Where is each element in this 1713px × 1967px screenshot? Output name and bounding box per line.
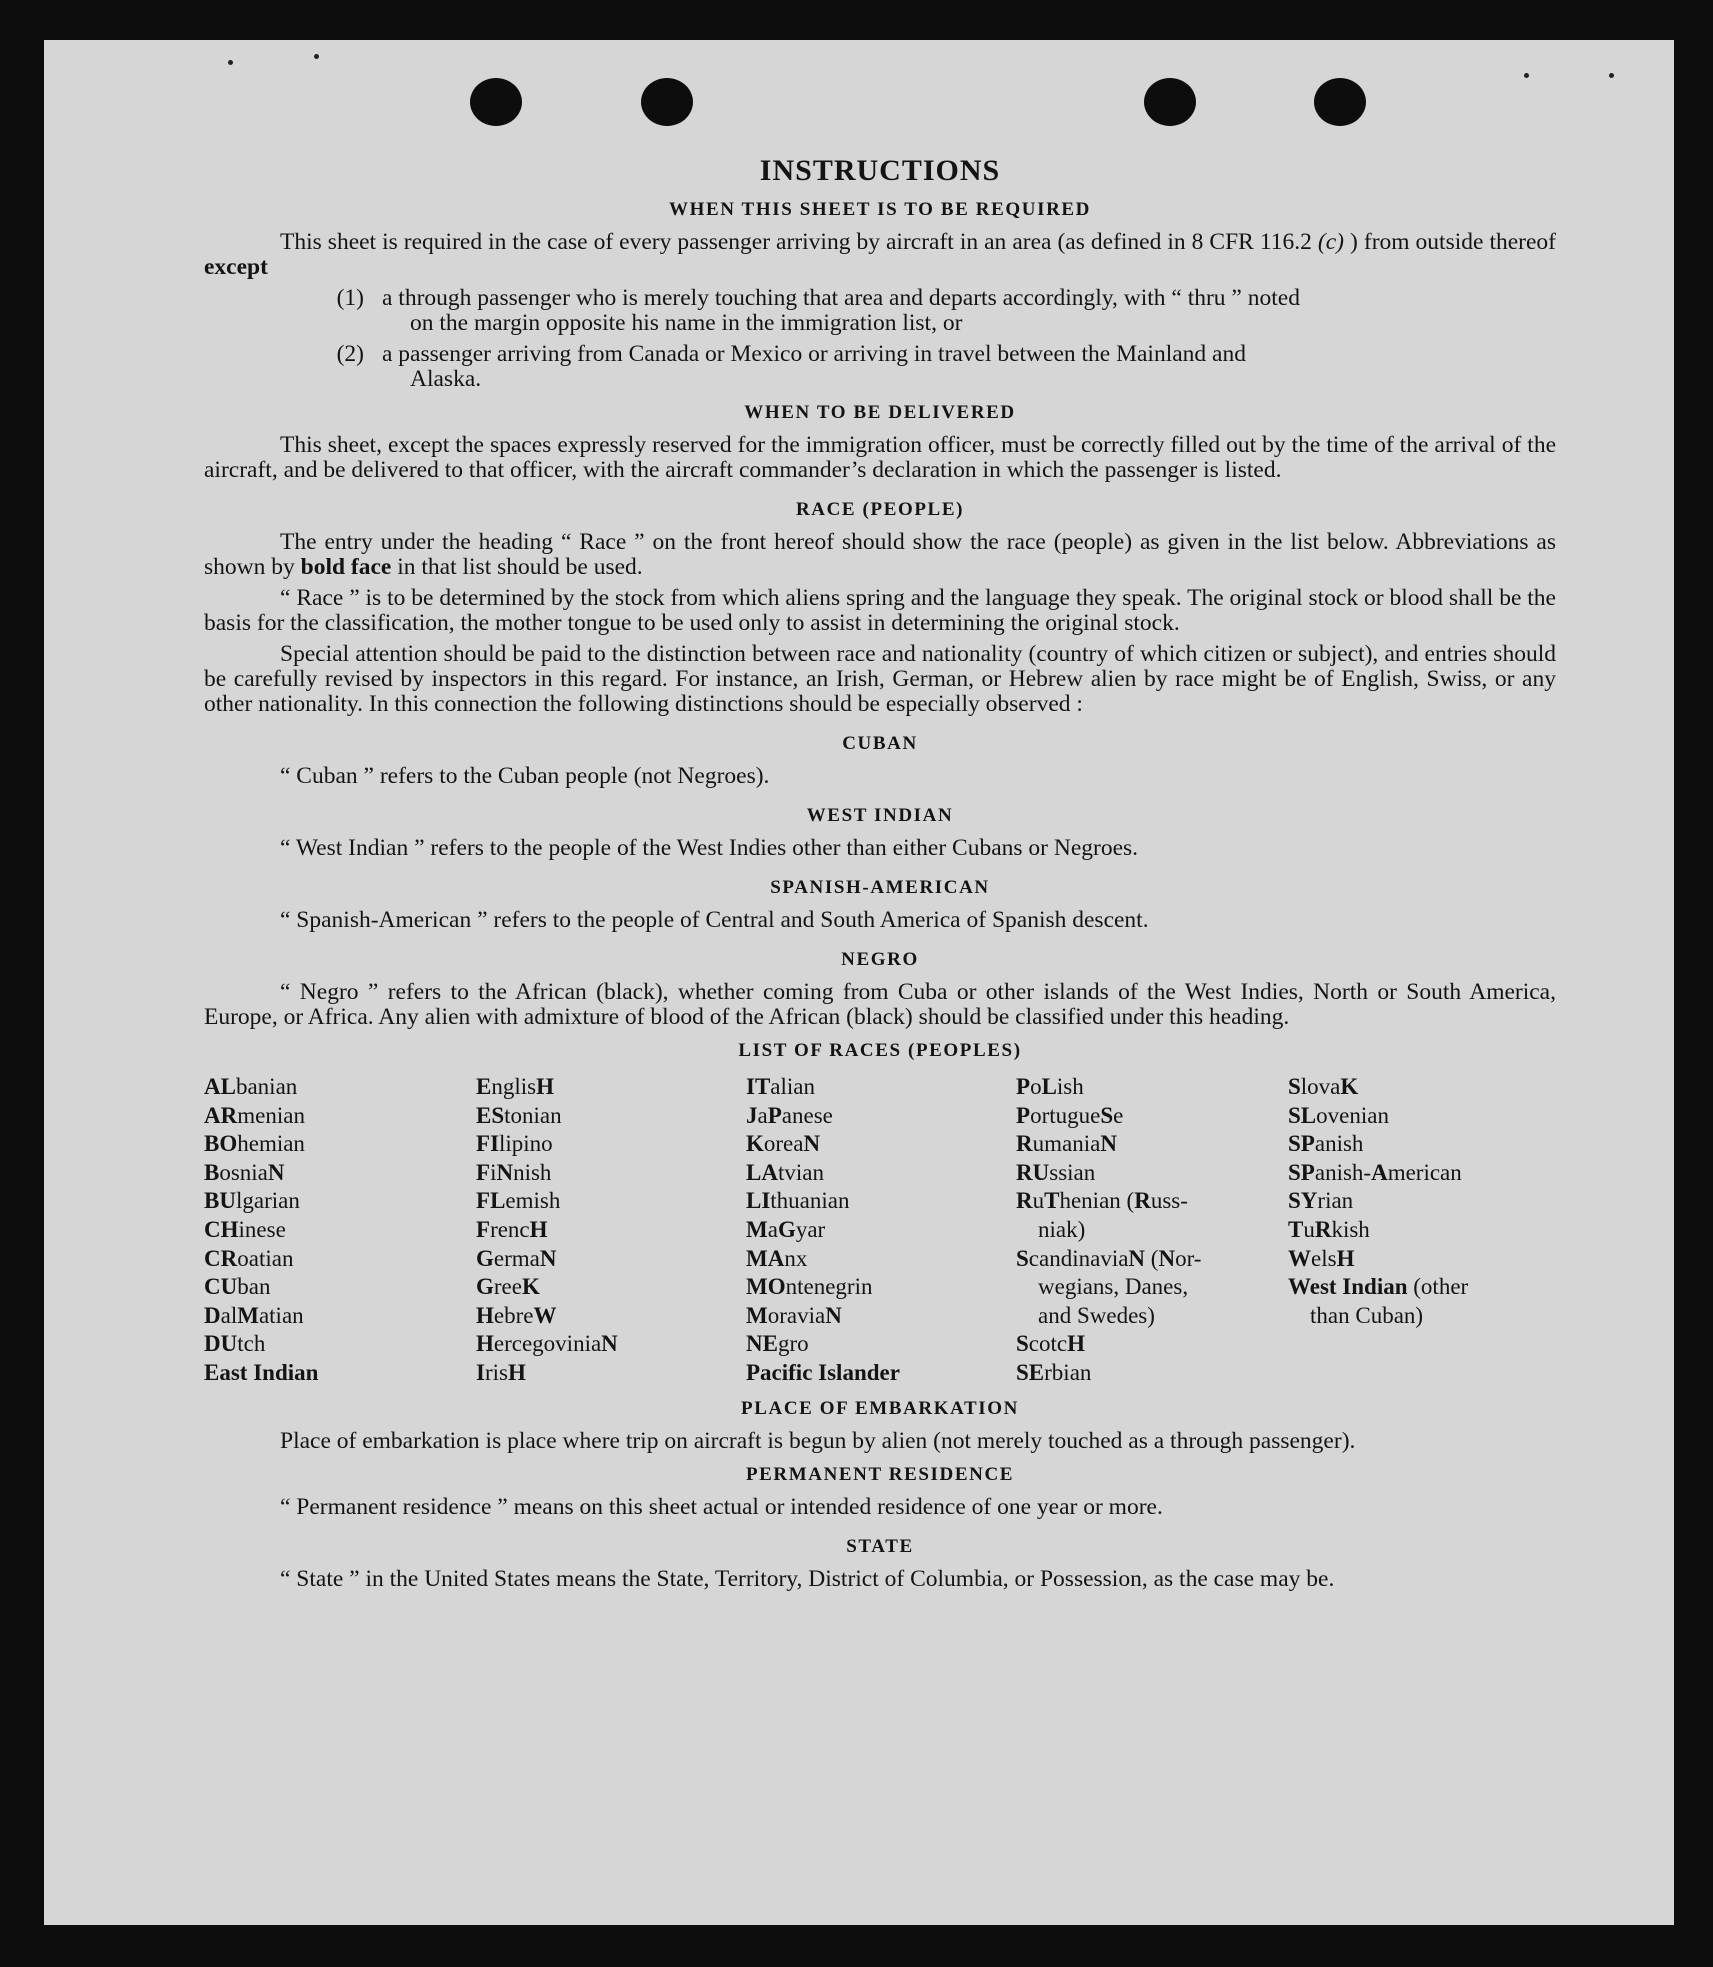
delivered-text: This sheet, except the spaces expressly reserved for the immigration officer, must be correctly filled out by the time of the arrival of the aircraft, and be delivered to that officer, with the aircraft commander’s declaration in which the passenger is listed. [204,432,1556,483]
speck [1524,73,1529,78]
heading-west-indian: WEST INDIAN [806,805,954,826]
race-entry: IrisH [476,1359,526,1385]
race-entry: Pacific Islander [746,1359,900,1385]
race-paragraph-2: “ Race ” is to be determined by the stock from which aliens spring and the language they speak. The original stock or blood shall be the basis for the classification, the mother tongue to be used only to assist in determining the original stock. [204,585,1556,636]
embarkation-text: Place of embarkation is place where trip on aircraft is begun by alien (not merely touched as a through passenger). [280,1427,1356,1454]
document-sheet [44,40,1674,1925]
races-column-2 [476,1073,746,1388]
cuban-text: “ Cuban ” refers to the Cuban people (not Negroes). [280,763,770,789]
page-title: INSTRUCTIONS [759,154,1001,187]
residence-text: “ Permanent residence ” means on this sheet actual or intended residence of one year or more. [280,1493,1163,1520]
race-entry: MAnx [746,1245,808,1271]
race-entry: PortugueSe [1016,1102,1124,1128]
race-entry: RumaniaN [1016,1131,1117,1157]
race-entry-continuation: niak) [1038,1216,1086,1242]
race-paragraph-1: The entry under the heading “ Race ” on the front hereof should show the race (people) as given in the list below. Abbreviations as shown by bold face in that list should be used. [204,529,1556,580]
race-entry: SPanish-American [1288,1159,1462,1185]
race-entry: LAtvian [746,1159,824,1185]
race-entry: FiNnish [476,1159,552,1185]
races-column-3 [746,1073,1016,1388]
race-entry: GreeK [476,1274,540,1300]
race-entry: ALbanian [204,1074,298,1099]
race-entry: ScandinaviaN (Nor- [1016,1245,1202,1271]
race-entry: LIthuanian [746,1188,850,1214]
race-entry-continuation: wegians, Danes, [1038,1274,1189,1300]
race-entry: RuThenian (Russ- [1016,1188,1188,1214]
race-entry: SLovenian [1288,1102,1389,1128]
race-entry: TuRkish [1288,1216,1370,1242]
race-entry: FrencH [476,1216,548,1242]
races-column-4 [1016,1073,1288,1388]
race-entry: KoreaN [746,1131,821,1157]
race-entry: JaPanese [746,1102,833,1128]
heading-residence: PERMANENT RESIDENCE [745,1463,1015,1485]
race-entry: EStonian [476,1102,562,1128]
race-entry: HebreW [476,1302,557,1328]
speck [228,60,233,65]
instructions-content [204,154,1557,1598]
required-intro: This sheet is required in the case of every passenger arriving by aircraft in an area (as defined in 8 CFR 116.2 (c) ) from outside thereof except [204,229,1557,280]
race-entry: East Indian [204,1359,319,1385]
race-entry: West Indian (other [1288,1274,1469,1300]
required-item-1: (1) a through passenger who is merely touching that area and departs accordingly, with “ thru ” noted on the margin opposite his name in the immigration list, or [336,285,1300,336]
race-paragraph-3: Special attention should be paid to the distinction between race and nationality (country of which citizen or subject), and entries should be carefully revised by inspectors in this regard. For instance, an Irish, German, or Hebrew alien by race might be of English, Swiss, or any other nationality. In this connection the following distinctions should be especially observed : [204,641,1556,717]
races-column-1 [204,1073,476,1388]
heading-required: WHEN THIS SHEET IS TO BE REQUIRED [668,199,1092,220]
race-entry: FLemish [476,1188,561,1214]
state-text: “ State ” in the United States means the State, Territory, District of Columbia, or Possession, as the case may be. [280,1565,1335,1592]
race-entry-continuation: and Swedes) [1038,1302,1155,1328]
race-entry: CHinese [204,1216,286,1242]
race-entry: ScotcH [1016,1331,1085,1357]
race-entry: HercegoviniaN [476,1331,618,1357]
speck [1609,73,1614,78]
race-entry: BosniaN [204,1159,285,1185]
punch-hole-3 [1144,78,1196,126]
west-indian-text: “ West Indian ” refers to the people of the West Indies other than either Cubans or Negroes. [280,835,1139,861]
race-entry: GermaN [476,1245,557,1271]
spanish-american-text: “ Spanish-American ” refers to the people of Central and South America of Spanish descent. [280,907,1149,933]
race-entry: MOntenegrin [746,1274,873,1300]
punch-hole-4 [1314,78,1366,126]
race-entry-continuation: than Cuban) [1310,1302,1424,1328]
race-entry: SlovaK [1288,1074,1359,1099]
race-entry: ITalian [746,1074,815,1099]
heading-negro: NEGRO [841,949,919,970]
races-column-5 [1288,1073,1556,1388]
race-entry: SYrian [1288,1188,1354,1214]
race-entry: FIlipino [476,1131,553,1157]
heading-state: STATE [846,1535,914,1557]
race-entry: MoraviaN [746,1302,842,1328]
speck [314,54,319,59]
required-item-2: (2) a passenger arriving from Canada or Mexico or arriving in travel between the Mainland and Alaska. [336,341,1246,392]
race-entry: ARmenian [204,1102,305,1128]
heading-cuban: CUBAN [842,733,918,754]
race-entry: PoLish [1016,1074,1084,1099]
race-entry: NEgro [746,1331,809,1357]
race-entry: RUssian [1016,1159,1096,1185]
race-entry: WelsH [1288,1245,1355,1271]
punch-hole-2 [641,78,693,126]
heading-embarkation: PLACE OF EMBARKATION [741,1397,1019,1419]
race-entry: SPanish [1288,1131,1364,1157]
race-entry: SErbian [1016,1359,1092,1385]
race-entry: CRoatian [204,1245,294,1271]
punch-hole-1 [470,78,522,126]
races-list [204,1073,1556,1388]
race-entry: MaGyar [746,1216,826,1242]
race-entry: EnglisH [476,1074,554,1099]
heading-delivered: WHEN TO BE DELIVERED [744,402,1016,423]
race-entry: BUlgarian [204,1188,300,1214]
race-entry: DUtch [204,1331,266,1357]
heading-spanish-american: SPANISH-AMERICAN [770,877,990,898]
heading-race: RACE (PEOPLE) [795,499,965,520]
race-entry: CUban [204,1274,271,1300]
negro-text: “ Negro ” refers to the African (black), whether coming from Cuba or other islands of the West Indies, North or South America, Europe, or Africa. Any alien with admixture of blood of the African (black) should be classified under this heading. [204,979,1556,1030]
race-entry: DalMatian [204,1302,304,1328]
race-entry: BOhemian [204,1131,305,1157]
heading-races-list: LIST OF RACES (PEOPLES) [738,1040,1022,1061]
